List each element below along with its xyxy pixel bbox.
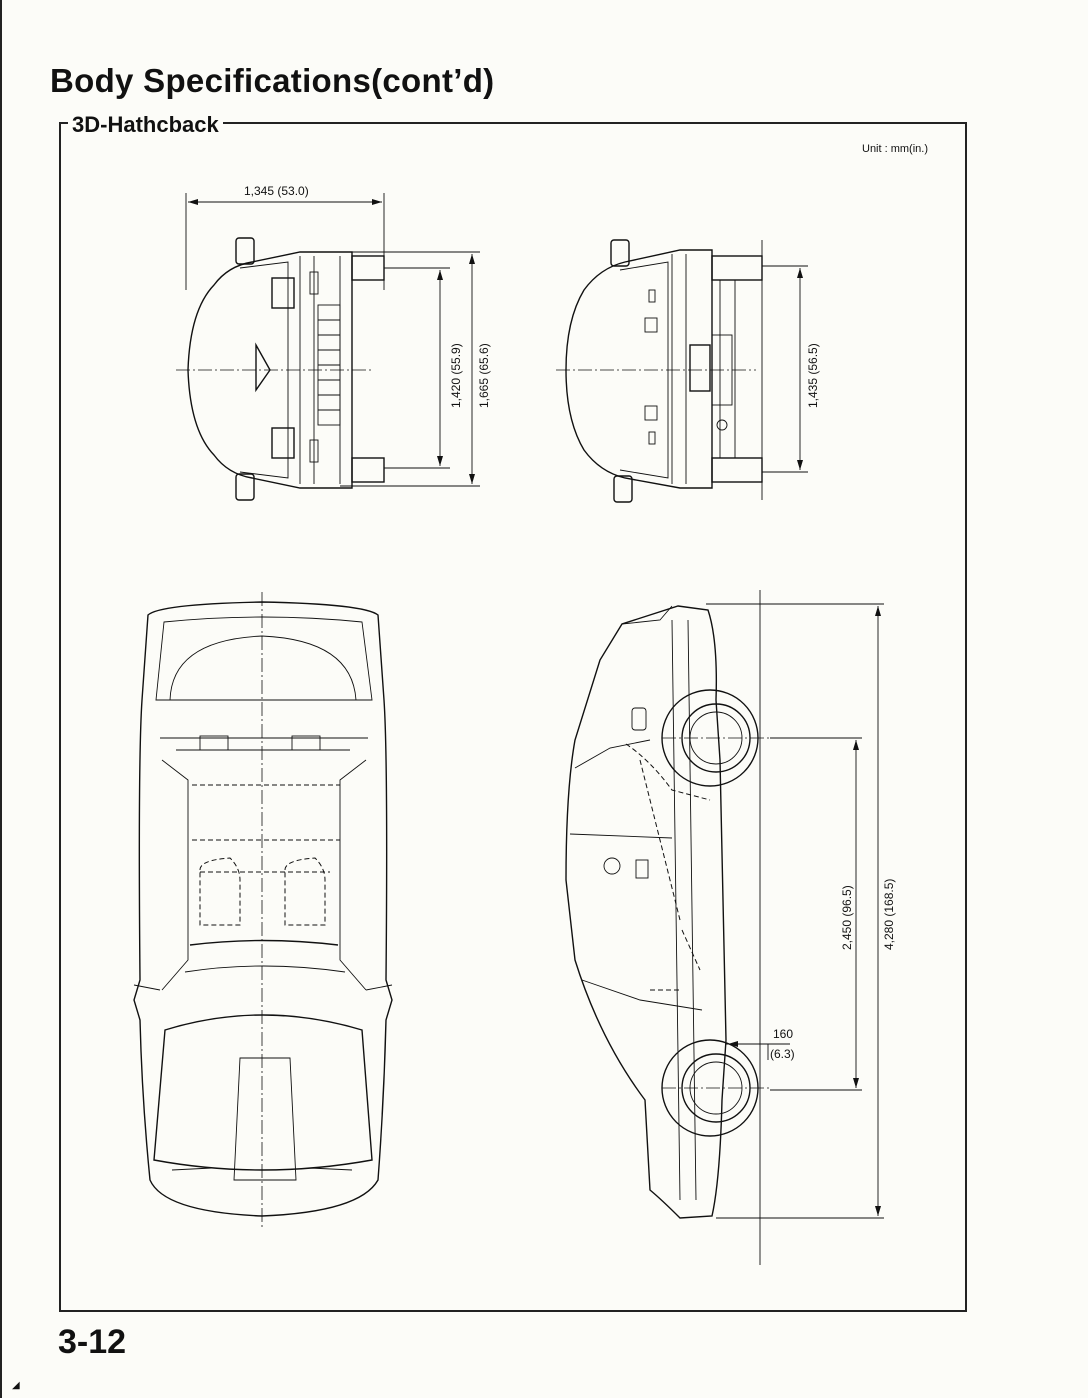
- front-overall-width2-label: 1,665 (65.6): [477, 343, 491, 408]
- front-overall-width-label: 1,420 (55.9): [449, 343, 463, 408]
- side-view-drawing: [566, 590, 770, 1265]
- front-view-drawing: [176, 238, 384, 500]
- wheelbase-label: 2,450 (96.5): [840, 885, 854, 950]
- page-number: 3-12: [58, 1323, 127, 1361]
- unit-label: Unit : mm(in.): [862, 143, 928, 155]
- rear-view-drawing: [556, 240, 762, 502]
- front-tread-label: 1,345 (53.0): [244, 184, 309, 198]
- rear-tread-label: 1,435 (56.5): [806, 343, 820, 408]
- section-label: 3D-Hathcback: [68, 112, 223, 138]
- rear-tread-dimension: [762, 266, 808, 472]
- page-title: Body Specifications(cont’d): [50, 62, 495, 99]
- ground-clearance-in-label: (6.3): [770, 1047, 795, 1061]
- front-tread-dimension: [186, 193, 384, 290]
- corner-mark: ◢: [12, 1380, 20, 1391]
- overall-length-label: 4,280 (168.5): [882, 878, 896, 950]
- top-view-drawing: [134, 592, 392, 1230]
- ground-clearance-mm-label: 160: [773, 1027, 794, 1041]
